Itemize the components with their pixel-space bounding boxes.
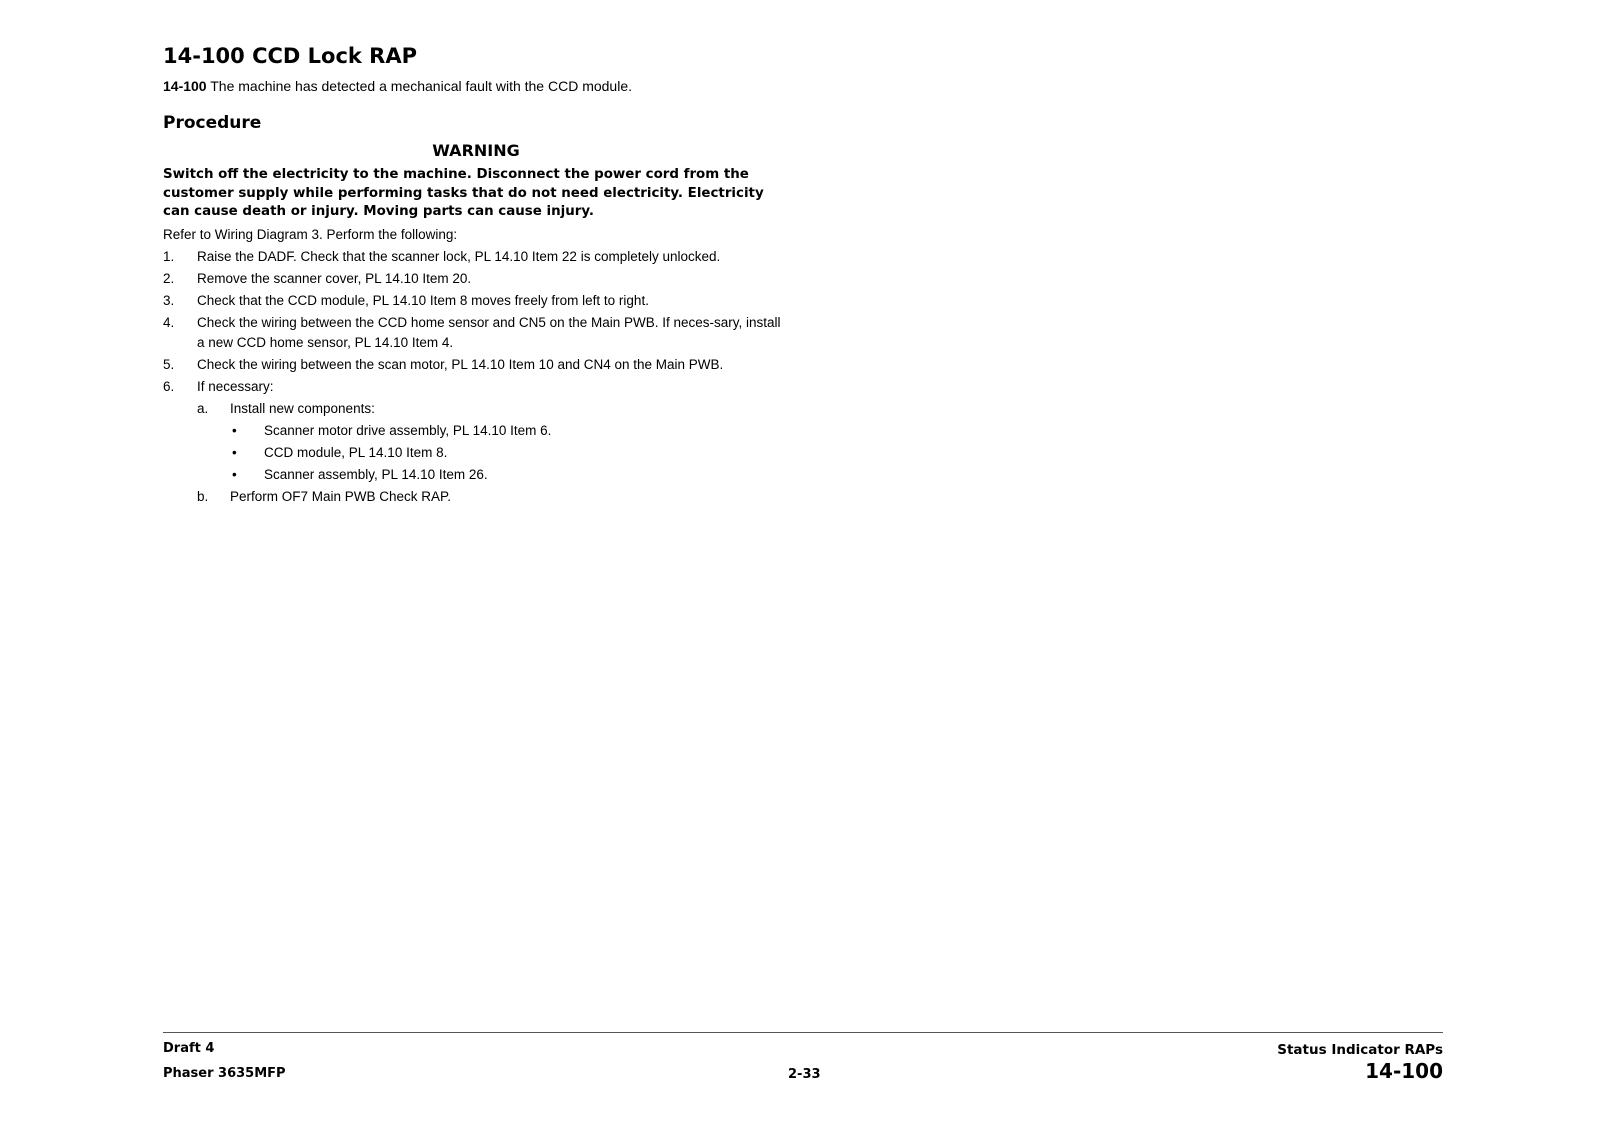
footer-fault-code: 14-100 — [1365, 1059, 1443, 1083]
substep-text: Install new components: — [230, 400, 375, 416]
procedure-steps — [163, 247, 789, 507]
bullet-icon: • — [232, 444, 237, 460]
step-number: 6. — [163, 378, 175, 394]
substep-b — [197, 487, 789, 507]
intro-text: The machine has detected a mechanical fault with the CCD module. — [206, 78, 633, 94]
step-number: 4. — [163, 314, 175, 330]
component-item — [230, 465, 789, 485]
step-text: If necessary: — [197, 378, 274, 394]
step-number: 2. — [163, 270, 175, 286]
warning-text: Switch off the electricity to the machine. Disconnect the power cord from the customer supply while performing tasks that do not need electricity. Electricity can cause death or injury. Moving parts can cause injury. — [163, 167, 764, 219]
component-text: Scanner motor drive assembly, PL 14.10 Item 6. — [264, 422, 552, 438]
step-text: Check the wiring between the scan motor, PL 14.10 Item 10 and CN4 on the Main PWB. — [197, 356, 724, 372]
page-title: 14-100 CCD Lock RAP — [163, 44, 417, 68]
footer-product: Phaser 3635MFP — [163, 1066, 286, 1081]
procedure-step-2 — [163, 269, 789, 289]
procedure-step-1 — [163, 247, 789, 267]
step-text: Remove the scanner cover, PL 14.10 Item 20. — [197, 270, 472, 286]
refer-text: Refer to Wiring Diagram 3. Perform the following: — [163, 226, 458, 242]
intro-code: 14-100 — [163, 78, 207, 94]
bullet-icon: • — [232, 466, 237, 482]
step-text: Raise the DADF. Check that the scanner lock, PL 14.10 Item 22 is completely unlocked. — [197, 248, 721, 264]
page-content — [163, 42, 789, 509]
component-item — [230, 421, 789, 441]
substep-letter: a. — [197, 400, 209, 416]
step-text: Check the wiring between the CCD home sensor and CN5 on the Main PWB. If neces-sary, install a new CCD home sensor, PL 14.10 Item 4. — [197, 314, 781, 350]
footer-page-number: 2-33 — [788, 1067, 821, 1082]
component-text: Scanner assembly, PL 14.10 Item 26. — [264, 466, 488, 482]
procedure-step-5 — [163, 355, 789, 375]
footer-left — [163, 1040, 286, 1083]
footer-divider — [163, 1032, 1443, 1033]
step-number: 1. — [163, 248, 175, 264]
substep-letter: b. — [197, 488, 209, 504]
procedure-step-4 — [163, 313, 789, 353]
component-list — [230, 421, 789, 485]
substeps — [197, 399, 789, 507]
intro-paragraph — [163, 76, 789, 96]
footer-section-title: Status Indicator RAPs — [1277, 1042, 1443, 1058]
substep-text: Perform OF7 Main PWB Check RAP. — [230, 488, 452, 504]
procedure-step-3 — [163, 291, 789, 311]
step-number: 3. — [163, 292, 175, 308]
component-text: CCD module, PL 14.10 Item 8. — [264, 444, 448, 460]
component-item — [230, 443, 789, 463]
procedure-heading: Procedure — [163, 113, 262, 133]
procedure-step-6 — [163, 377, 789, 507]
warning-title: WARNING — [432, 141, 520, 160]
substep-a — [197, 399, 789, 485]
bullet-icon: • — [232, 422, 237, 438]
footer-draft: Draft 4 — [163, 1041, 215, 1056]
footer-right — [1277, 1041, 1443, 1083]
step-number: 5. — [163, 356, 175, 372]
step-text: Check that the CCD module, PL 14.10 Item 8 moves freely from left to right. — [197, 292, 649, 308]
